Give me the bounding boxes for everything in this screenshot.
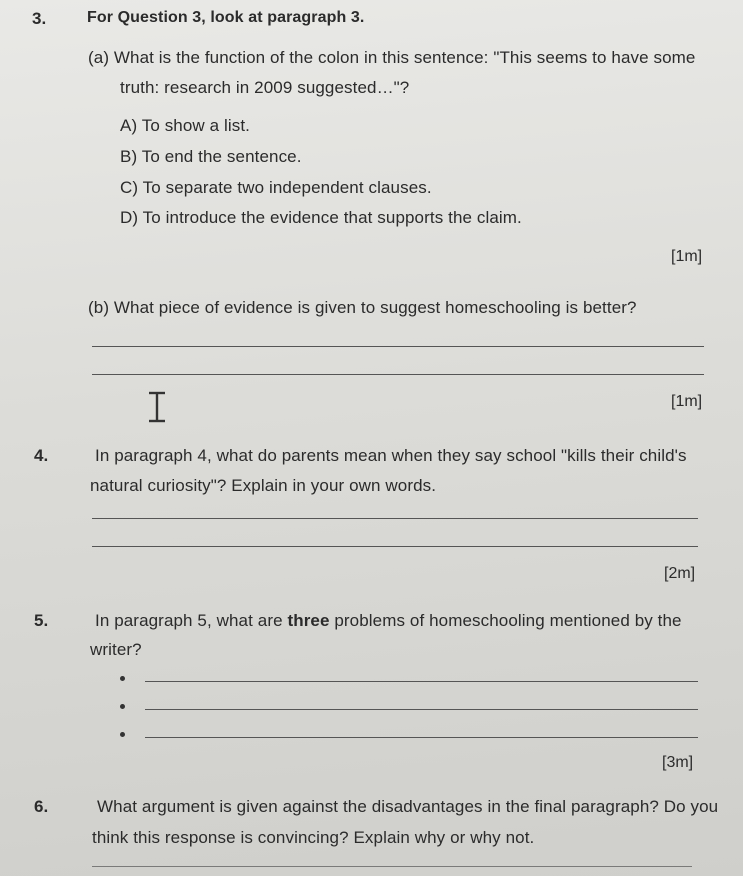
question-5-line-1 — [95, 611, 682, 631]
question-4-line-1: In paragraph 4, what do parents mean when they say school "kills their child's — [95, 446, 687, 465]
bullet-3 — [120, 732, 125, 737]
question-4-marks: [2m] — [664, 565, 696, 582]
answer-line-4-2[interactable] — [92, 546, 698, 547]
question-3a-line-1: (a) What is the function of the colon in this sentence: "This seems to have some — [88, 48, 696, 67]
question-6-line-1: What argument is given against the disadvantages in the final paragraph? Do you — [97, 797, 719, 816]
answer-line-5-3[interactable] — [145, 737, 698, 738]
question-3b-text: (b) What piece of evidence is given to suggest homeschooling is better? — [88, 298, 637, 317]
question-5-line-2: writer? — [90, 640, 142, 659]
text-cursor-icon — [145, 391, 169, 423]
answer-line-3b-2[interactable] — [92, 374, 704, 375]
question-3a-marks: [1m] — [671, 248, 703, 265]
question-3-title: For Question 3, look at paragraph 3. — [87, 9, 365, 26]
answer-line-3b-1[interactable] — [92, 346, 704, 347]
answer-line-6-1[interactable] — [92, 866, 692, 867]
bullet-1 — [120, 676, 125, 681]
question-3b-marks: [1m] — [671, 393, 703, 410]
question-6-number: 6. — [34, 797, 49, 816]
question-5-bold-three: three — [287, 611, 330, 630]
question-6-line-2: think this response is convincing? Explain why or why not. — [92, 828, 535, 847]
question-4-line-2: natural curiosity"? Explain in your own words. — [90, 476, 437, 495]
question-4-number: 4. — [34, 446, 49, 465]
question-5-text-end: problems of homeschooling mentioned by the — [329, 611, 682, 630]
question-3a-line-2: truth: research in 2009 suggested…"? — [120, 78, 410, 97]
option-d[interactable]: D) To introduce the evidence that supports the claim. — [120, 208, 522, 227]
question-5-number: 5. — [34, 611, 49, 630]
answer-line-4-1[interactable] — [92, 518, 698, 519]
option-c[interactable]: C) To separate two independent clauses. — [120, 178, 432, 197]
option-b[interactable]: B) To end the sentence. — [120, 147, 302, 166]
option-a[interactable]: A) To show a list. — [120, 116, 250, 135]
bullet-2 — [120, 704, 125, 709]
answer-line-5-1[interactable] — [145, 681, 698, 682]
question-3-number: 3. — [32, 9, 47, 28]
answer-line-5-2[interactable] — [145, 709, 698, 710]
question-5-text-start: In paragraph 5, what are — [95, 611, 288, 630]
question-5-marks: [3m] — [662, 754, 694, 771]
